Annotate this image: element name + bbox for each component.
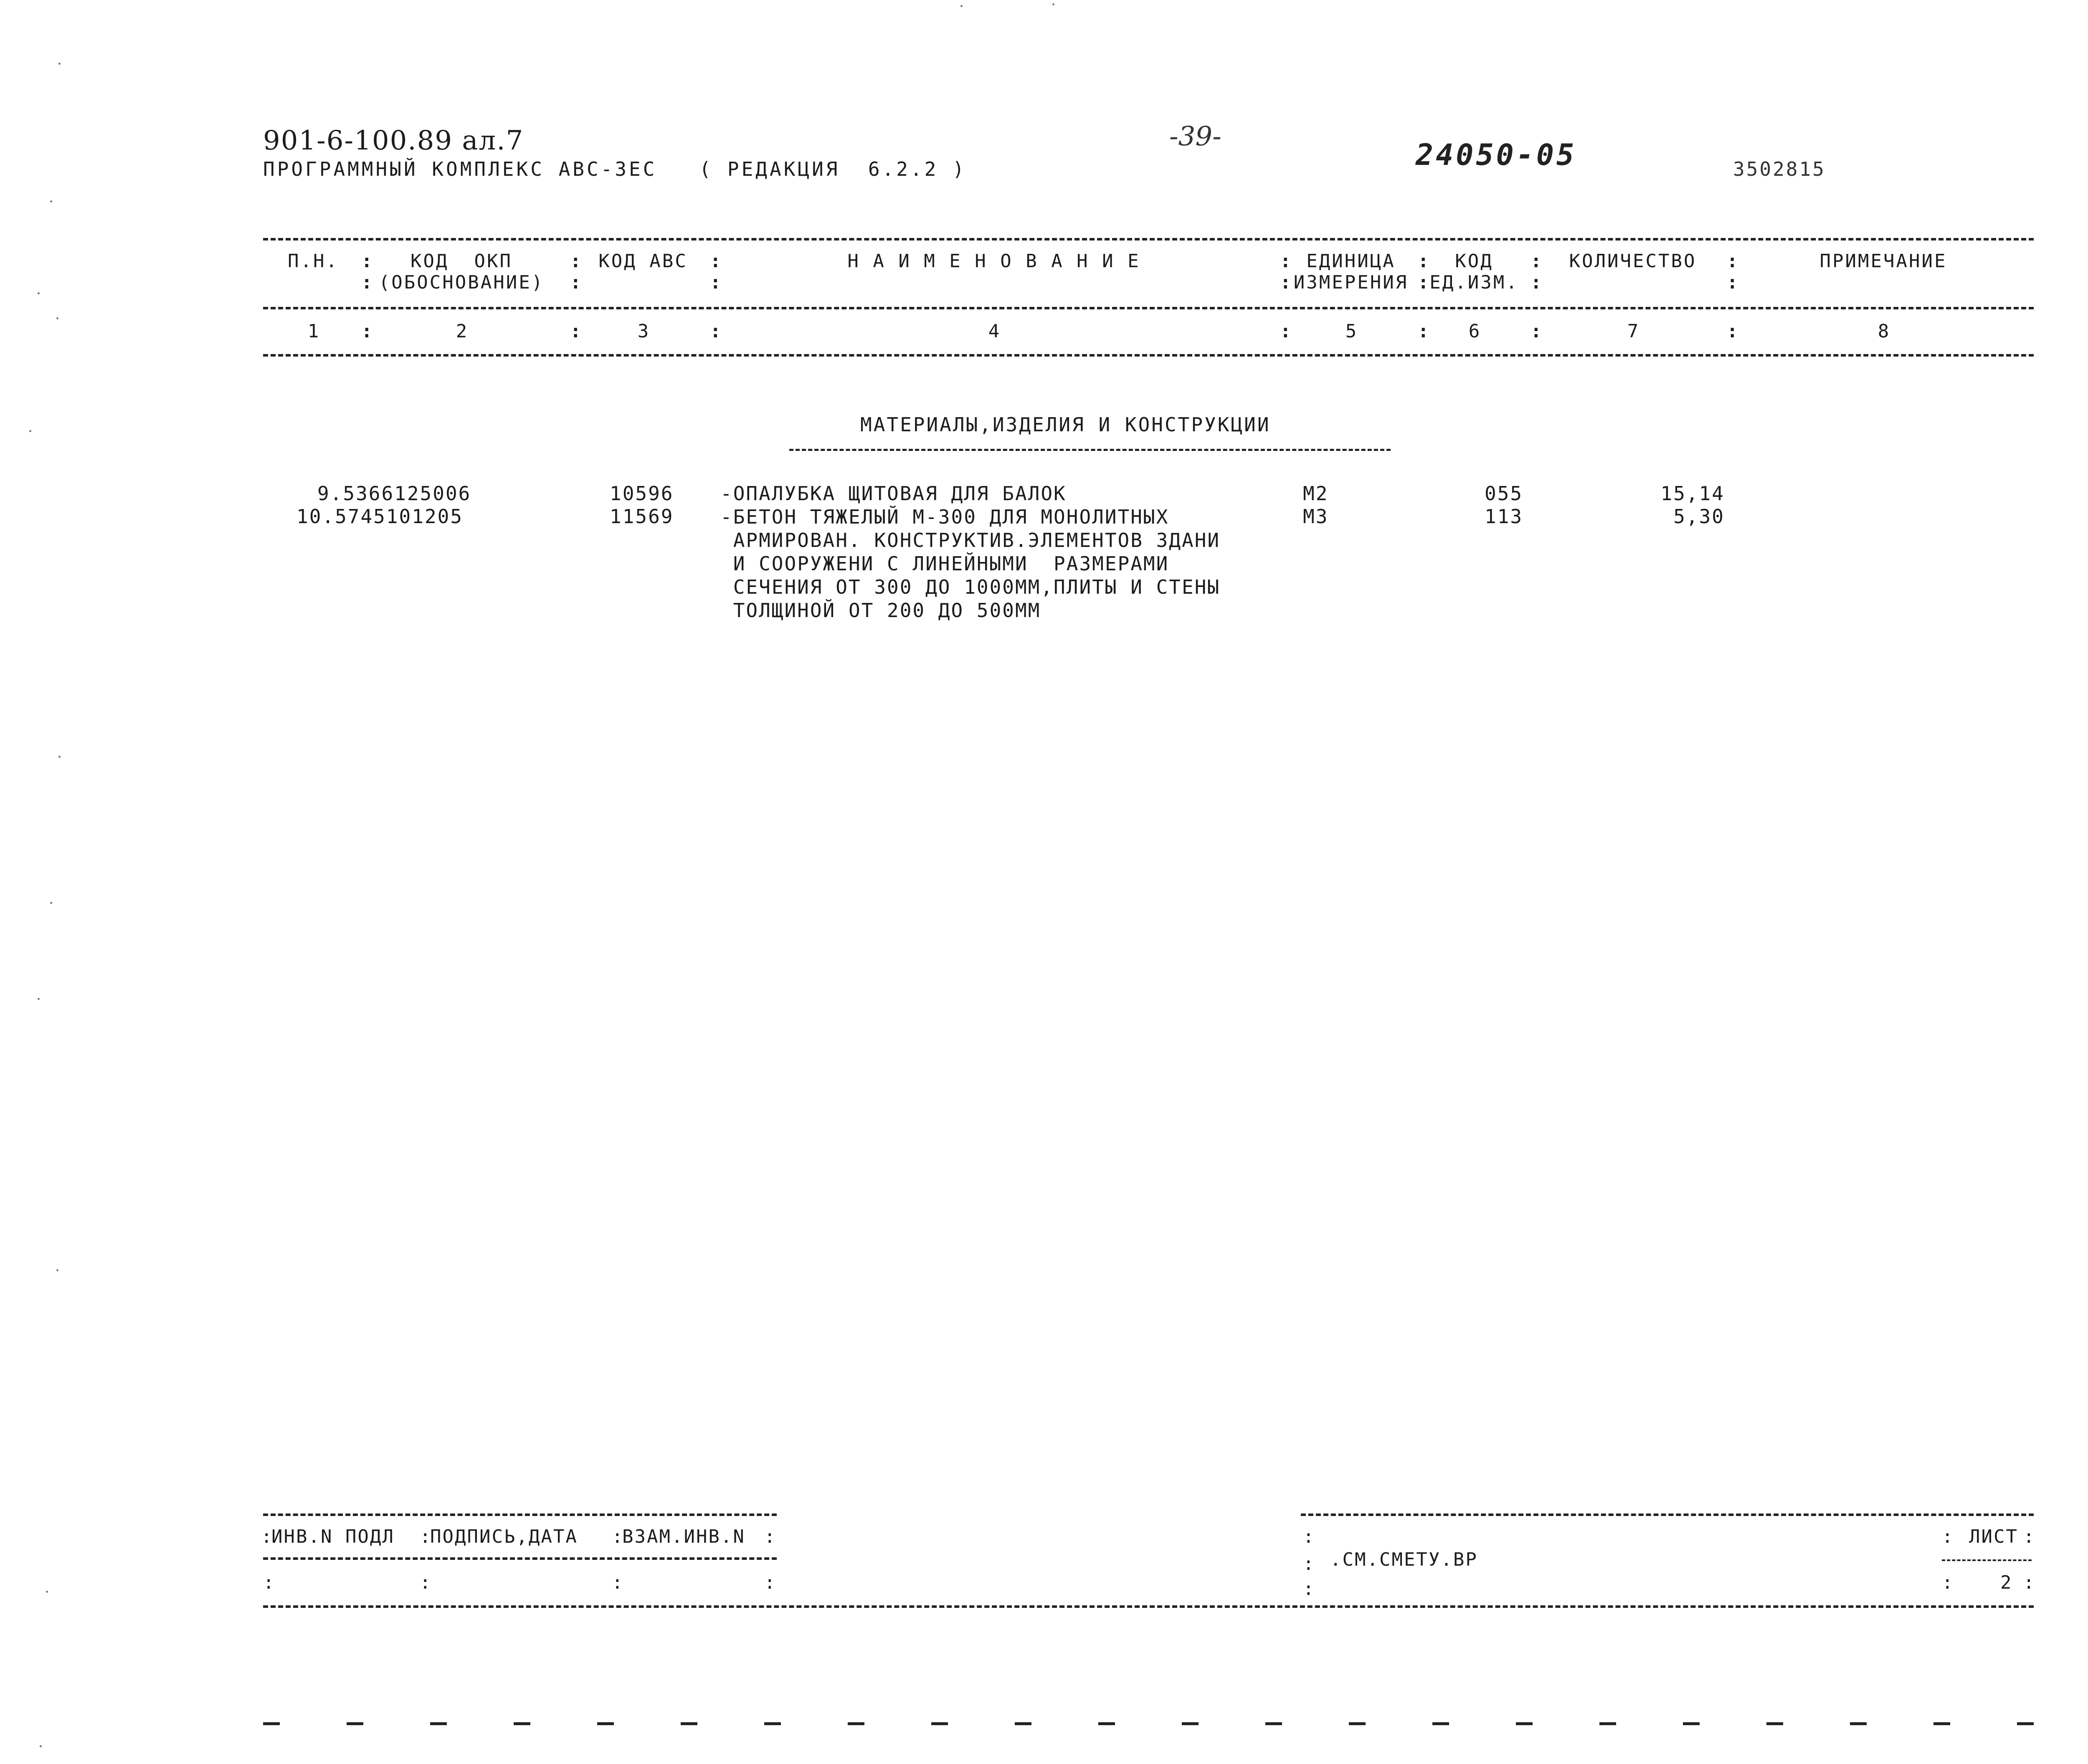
footer-right-top-rule	[1301, 1513, 2034, 1516]
footer-bottom-rule	[263, 1605, 2034, 1608]
col-number-2: 2	[456, 321, 467, 342]
document-code: 901-6-100.89 ал.7	[263, 125, 524, 156]
col-number-3: 3	[637, 321, 649, 342]
program-title: ПРОГРАММНЫЙ КОМПЛЕКС АВС-3ЕС ( РЕДАКЦИЯ 6.2.2 )	[263, 158, 967, 180]
footer-left-mid-rule	[263, 1557, 777, 1560]
row-unit: М2	[1303, 482, 1329, 505]
footer-left-top-rule	[263, 1513, 777, 1516]
table-header-rule	[263, 307, 2034, 309]
table-numbers-rule	[263, 354, 2034, 357]
col-title-abc: КОД АВС	[598, 251, 688, 272]
col-number-6: 6	[1468, 321, 1480, 342]
footer-sign-label: ПОДПИСЬ,ДАТА	[430, 1526, 578, 1547]
col-title-name: Н А И М Е Н О В А Н И Е	[847, 251, 1140, 272]
col-title-okp: КОД ОКП (ОБОСНОВАНИЕ)	[378, 251, 545, 293]
row-name: -ОПАЛУБКА ЩИТОВАЯ ДЛЯ БАЛОК	[720, 482, 1067, 505]
footer-sep-f: :	[2023, 1526, 2036, 1547]
footer-vzam-label: ВЗАМ.ИНВ.N	[622, 1526, 745, 1547]
row-quantity: 15,14	[1660, 482, 1725, 505]
col-number-4: 4	[988, 321, 1000, 342]
col-number-7: 7	[1627, 321, 1639, 342]
footer-sep-c: :	[612, 1526, 624, 1547]
col-title-pn: П.Н.	[288, 251, 339, 272]
col-title-unit-code: КОД ЕД.ИЗМ.	[1429, 251, 1519, 293]
row-name: -БЕТОН ТЯЖЕЛЫЙ М-300 ДЛЯ МОНОЛИТНЫХ АРМИРОВАН. КОНСТРУКТИВ.ЭЛЕМЕНТОВ ЗДАНИ И СООРУЖЕНИ С ЛИНЕЙНЫМИ РАЗМЕРАМИ СЕЧЕНИЯ ОТ 300 ДО 1000ММ,ПЛИТЫ И СТЕНЫ ТОЛЩИНОЙ ОТ 200 ДО 500ММ	[720, 506, 1221, 622]
footer-sep-b: :	[420, 1526, 432, 1547]
footer-inv-label: ИНВ.N ПОДЛ	[271, 1526, 395, 1547]
row-pn-okp: 10.5745101205	[296, 505, 464, 528]
project-stamp: 24050-05	[1416, 138, 1577, 172]
col-number-5: 5	[1345, 321, 1357, 342]
footer-sheet-number: 2	[2000, 1572, 2013, 1593]
footer-sep-h: :	[2023, 1572, 2036, 1593]
footer-sheet-divider	[1942, 1559, 2032, 1561]
col-title-note: ПРИМЕЧАНИЕ	[1819, 251, 1947, 272]
row-abc-code: 10596	[610, 482, 674, 505]
row-unit-code: 055	[1485, 482, 1523, 505]
row-unit: М3	[1303, 505, 1329, 528]
document-number: 3502815	[1733, 158, 1826, 180]
row-quantity: 5,30	[1673, 505, 1725, 528]
footer-sheet-label: ЛИСТ	[1969, 1526, 2018, 1547]
row-unit-code: 113	[1485, 505, 1523, 528]
page-number-handwritten: -39-	[1169, 121, 1221, 152]
row-abc-code: 11569	[610, 505, 674, 528]
col-number-8: 8	[1878, 321, 1889, 342]
section-title: МАТЕРИАЛЫ,ИЗДЕЛИЯ И КОНСТРУКЦИИ	[860, 413, 1271, 436]
col-title-unit: ЕДИНИЦА ИЗМЕРЕНИЯ	[1293, 251, 1409, 293]
section-underline	[789, 449, 1391, 451]
footer-sep-e: :	[1942, 1526, 1954, 1547]
col-number-1: 1	[307, 321, 319, 342]
row-pn-okp: 9.5366125006	[317, 482, 471, 505]
table-top-rule	[263, 238, 2034, 240]
footer-reference: .СМ.СМЕТУ.ВР	[1330, 1549, 1478, 1570]
footer-sep-g: :	[1942, 1572, 1954, 1593]
footer-sep-d: :	[764, 1526, 777, 1547]
footer-sep-a: :	[261, 1526, 274, 1547]
col-title-quantity: КОЛИЧЕСТВО	[1569, 251, 1697, 272]
